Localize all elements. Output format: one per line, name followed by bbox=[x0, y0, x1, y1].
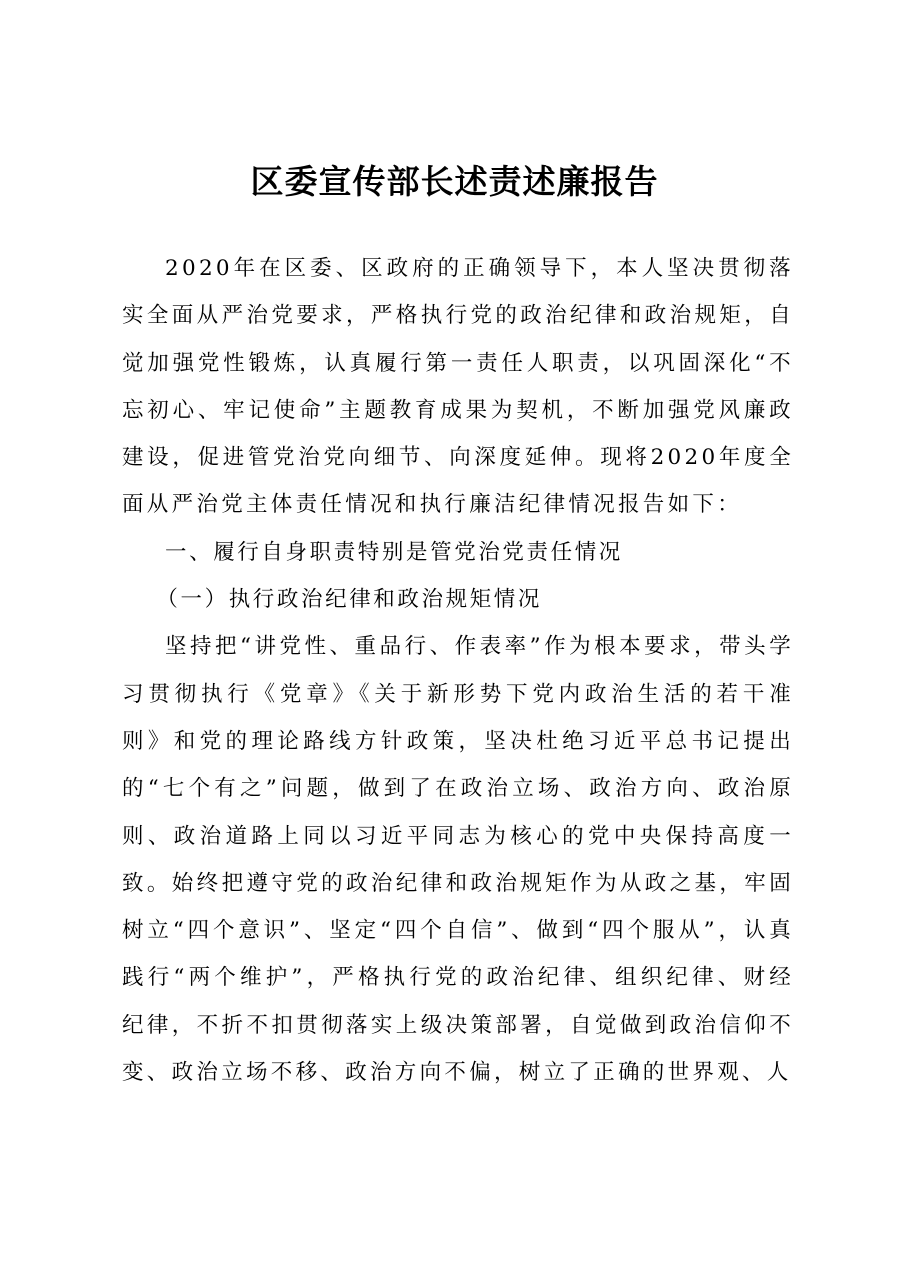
document-title: 区委宣传部长述责述廉报告 bbox=[250, 162, 659, 201]
subsection-heading: （一）执行政治纪律和政治规矩情况 bbox=[156, 587, 542, 613]
section-heading: 一、履行自身职责特别是管党治党责任情况 bbox=[165, 539, 623, 565]
document-body bbox=[122, 245, 794, 1096]
intro-paragraph: 2020年在区委、区政府的正确领导下，本人坚决贯彻落实全面从严治党要求，严格执行党的政治纪律和政治规矩，自觉加强党性锻炼，认真履行第一责任人职责，以巩固深化“不忘初心、牢记使命”主题教育成果为契机，不断加强党风廉政建设，促进管党治党向细节、向深度延伸。现将2020年度全面从严治党主体责任情况和执行廉洁纪律情况报告如下： bbox=[122, 256, 794, 518]
body-paragraph: 坚持把“讲党性、重品行、作表率”作为根本要求，带头学习贯彻执行《党章》《关于新形势下党内政治生活的若干准则》和党的理论路线方针政策，坚决杜绝习近平总书记提出的“七个有之”问题，做到了在政治立场、政治方向、政治原则、政治道路上同以习近平同志为核心的党中央保持高度一致。始终把遵守党的政治纪律和政治规矩作为从政之基，牢固树立“四个意识”、坚定“四个自信”、做到“四个服从”，认真践行“两个维护”，严格执行党的政治纪律、组织纪律、财经纪律，不折不扣贯彻落实上级决策部署，自觉做到政治信仰不变、政治立场不移、政治方向不偏，树立了正确的世界观、人 bbox=[122, 634, 794, 1086]
